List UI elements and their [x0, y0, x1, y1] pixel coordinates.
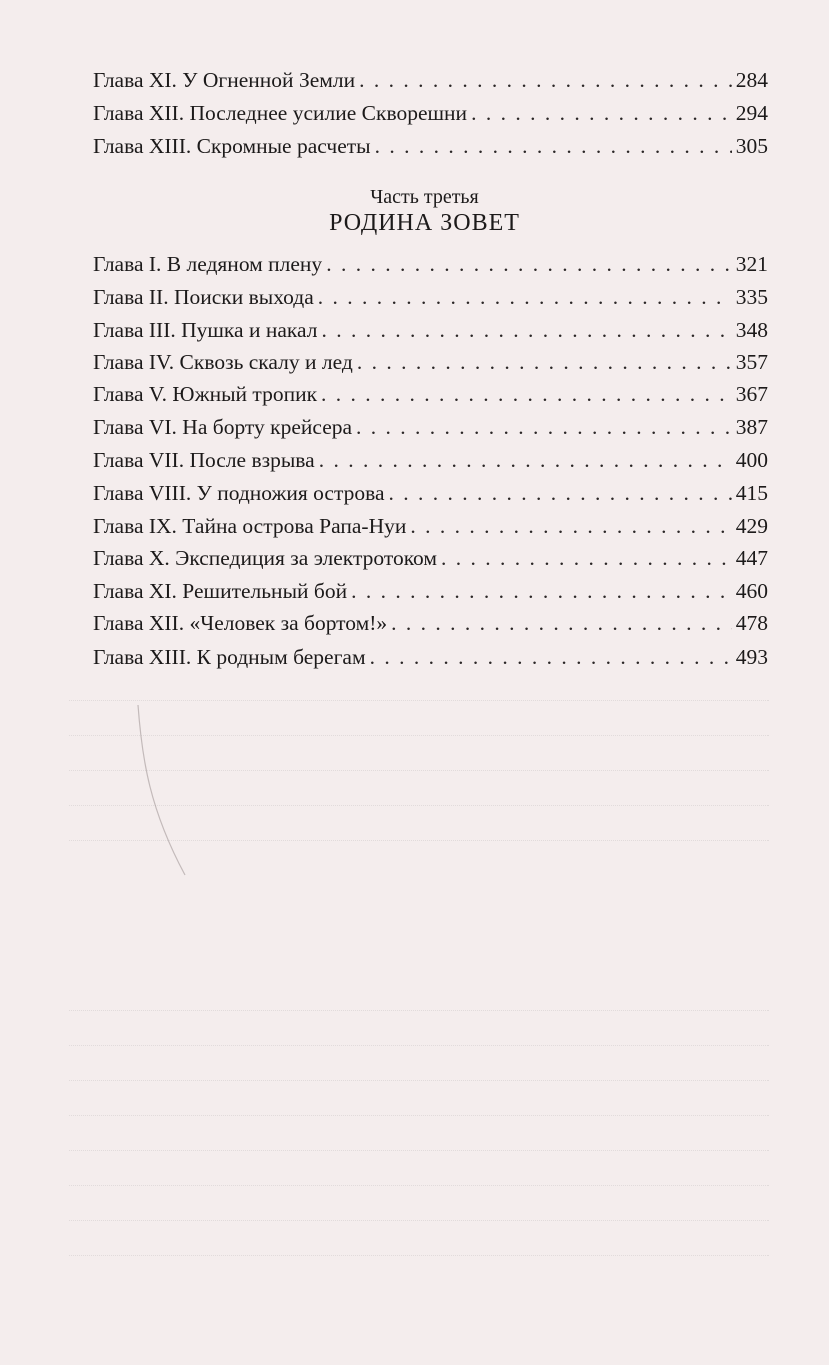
toc-entry-page: 367	[735, 382, 768, 406]
toc-entry	[93, 607, 768, 639]
toc-entry-page: 478	[735, 611, 768, 635]
toc-entry-page: 387	[735, 415, 768, 439]
toc-entry-page: 429	[735, 514, 768, 538]
toc-entry-page: 305	[735, 134, 768, 158]
toc-entry-page: 493	[735, 645, 768, 669]
toc-entry	[93, 542, 768, 574]
toc-entry-page: 357	[735, 350, 768, 374]
toc-entry	[93, 97, 768, 129]
toc-entry-title: Глава VI. На борту крейсера	[93, 415, 353, 439]
dot-leader	[319, 444, 732, 476]
toc-entry-title: Глава III. Пушка и накал	[93, 318, 318, 342]
toc-entry-title: Глава V. Южный тропик	[93, 382, 318, 406]
toc-entry-page: 284	[735, 68, 768, 92]
toc-entry-title: Глава XI. Решительный бой	[93, 579, 348, 603]
toc-entry-page: 415	[735, 481, 768, 505]
toc-entry	[93, 444, 768, 476]
toc-entry	[93, 346, 768, 378]
toc-entry-title: Глава XI. У Огненной Земли	[93, 68, 356, 92]
toc-entry-title: Глава IV. Сквозь скалу и лед	[93, 350, 353, 374]
dot-leader	[441, 542, 732, 574]
toc-entry-page: 348	[735, 318, 768, 342]
toc-entry-title: Глава II. Поиски выхода	[93, 285, 314, 309]
toc-entry-title: Глава VII. После взрыва	[93, 448, 315, 472]
dot-leader	[321, 314, 731, 346]
dot-leader	[359, 64, 732, 96]
dot-leader	[326, 248, 732, 280]
dot-leader	[471, 97, 732, 129]
toc-entry-title: Глава IX. Тайна острова Рапа-Нуи	[93, 514, 407, 538]
toc-entry	[93, 314, 768, 346]
toc-entry-page: 321	[735, 252, 768, 276]
dot-leader	[357, 346, 732, 378]
dot-leader	[370, 641, 732, 673]
toc-entry-title: Глава XII. Последнее усилие Скворешни	[93, 101, 468, 125]
toc-entry-title: Глава X. Экспедиция за электротоком	[93, 546, 437, 570]
toc-entry	[93, 411, 768, 443]
toc-entry-title: Глава VIII. У подножия острова	[93, 481, 385, 505]
toc-entry-title: Глава XIII. К родным берегам	[93, 645, 366, 669]
toc-entry-page: 460	[735, 579, 768, 603]
dot-leader	[318, 281, 732, 313]
toc-entry	[93, 248, 768, 280]
toc-entry	[93, 64, 768, 96]
toc-entry	[93, 510, 768, 542]
part-label: Часть третья	[370, 186, 479, 208]
dot-leader	[351, 575, 732, 607]
dot-leader	[321, 378, 732, 410]
part-title: РОДИНА ЗОВЕТ	[329, 210, 520, 236]
pencil-mark	[130, 700, 190, 880]
dot-leader	[410, 510, 731, 542]
dot-leader	[389, 477, 732, 509]
toc-entry-title: Глава XII. «Человек за бортом!»	[93, 611, 388, 635]
dot-leader	[375, 130, 732, 162]
toc-entry	[93, 281, 768, 313]
toc-entry	[93, 477, 768, 509]
toc-entry	[93, 130, 768, 162]
toc-entry	[93, 378, 768, 410]
toc-entry	[93, 641, 768, 673]
toc-entry-title: Глава XIII. Скромные расчеты	[93, 134, 371, 158]
toc-entry-page: 400	[735, 448, 768, 472]
toc-entry-page: 447	[735, 546, 768, 570]
toc-entry-title: Глава I. В ледяном плену	[93, 252, 323, 276]
dot-leader	[356, 411, 732, 443]
toc-entry	[93, 575, 768, 607]
dot-leader	[391, 607, 732, 639]
toc-entry-page: 335	[735, 285, 768, 309]
toc-entry-page: 294	[735, 101, 768, 125]
